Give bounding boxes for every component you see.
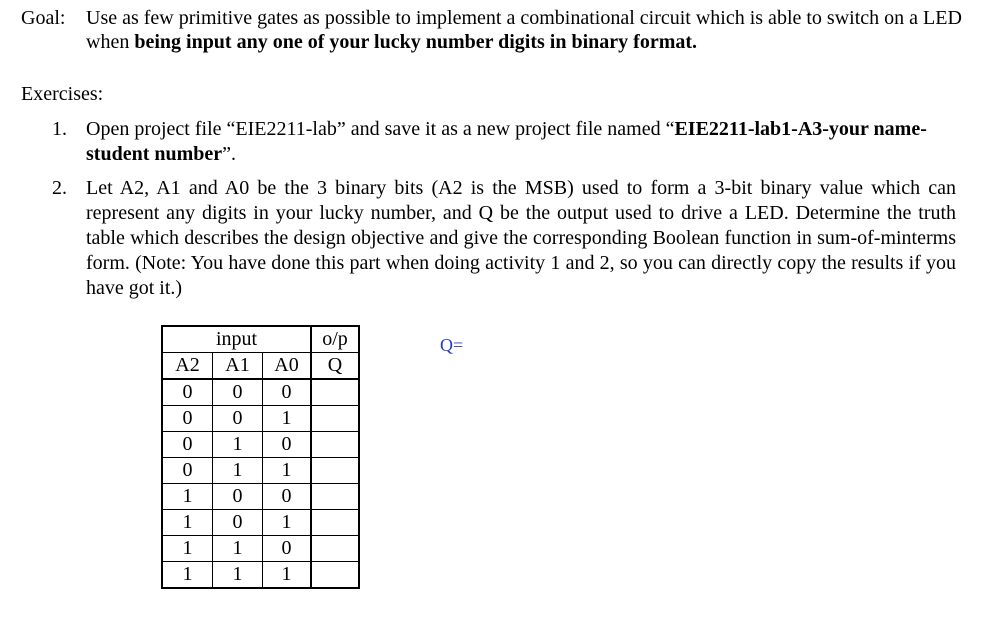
exercise-text-end: ”. — [222, 143, 237, 165]
input-cell: 0 — [263, 536, 312, 562]
input-cell: 0 — [162, 458, 213, 484]
table-group-header-input: input — [162, 326, 311, 353]
output-cell[interactable] — [311, 432, 359, 458]
goal-text — [86, 6, 966, 54]
exercise-number: 2. — [52, 177, 67, 199]
exercises-heading: Exercises: — [21, 83, 104, 105]
input-cell: 1 — [213, 432, 263, 458]
table-row — [162, 379, 359, 406]
input-cell: 1 — [213, 458, 263, 484]
table-row — [162, 562, 359, 589]
q-function-label: Q= — [440, 335, 464, 355]
input-cell: 0 — [162, 406, 213, 432]
column-header-a0: A0 — [263, 353, 312, 380]
input-cell: 1 — [213, 562, 263, 589]
output-cell[interactable] — [311, 536, 359, 562]
project-file-name: EIE2211-lab1-A3-your name-student number — [86, 118, 927, 165]
input-cell: 1 — [213, 536, 263, 562]
input-cell: 0 — [213, 484, 263, 510]
table-row — [162, 432, 359, 458]
input-cell: 1 — [162, 562, 213, 589]
output-cell[interactable] — [311, 484, 359, 510]
input-cell: 0 — [263, 432, 312, 458]
column-header-a2: A2 — [162, 353, 213, 380]
input-cell: 0 — [162, 379, 213, 406]
goal-text-plain: Use as few primitive gates as possible to implement a combinational circuit which is able to switch on a LED when — [86, 7, 962, 53]
input-cell: 1 — [162, 536, 213, 562]
table-row — [162, 536, 359, 562]
input-cell: 1 — [162, 484, 213, 510]
goal-text-bold: being input any one of your lucky number digits in binary format. — [134, 31, 698, 53]
input-cell: 0 — [162, 432, 213, 458]
table-row — [162, 510, 359, 536]
output-cell[interactable] — [311, 510, 359, 536]
column-header-a1: A1 — [213, 353, 263, 380]
exercise-item-1 — [52, 117, 956, 167]
exercise-item-2 — [52, 176, 956, 301]
goal-label: Goal: — [21, 7, 66, 29]
column-header-q: Q — [311, 353, 359, 380]
exercise-number: 1. — [52, 118, 67, 140]
exercise-text: Let A2, A1 and A0 be the 3 binary bits (A2 is the MSB) used to form a 3-bit binary value which can represent any digits in your lucky number, and Q be the output used to drive a LED. Determine the truth table which describes the design objective and give the corresponding Boolean function in sum-of-minterms form. (Note: You have done this part when doing activity 1 and 2, so you can directly copy the results if you have got it.) — [86, 177, 956, 299]
input-cell: 1 — [263, 406, 312, 432]
output-cell[interactable] — [311, 406, 359, 432]
input-cell: 1 — [263, 458, 312, 484]
input-cell: 0 — [263, 379, 312, 406]
exercise-text: Open project file “EIE2211-lab” and save it as a new project file named “ — [86, 118, 675, 140]
input-cell: 1 — [263, 510, 312, 536]
output-cell[interactable] — [311, 458, 359, 484]
input-cell: 0 — [213, 379, 263, 406]
output-cell[interactable] — [311, 379, 359, 406]
input-cell: 1 — [263, 562, 312, 589]
table-row — [162, 458, 359, 484]
input-cell: 0 — [213, 510, 263, 536]
input-cell: 0 — [263, 484, 312, 510]
table-row — [162, 484, 359, 510]
table-row — [162, 406, 359, 432]
table-group-header-output: o/p — [311, 326, 359, 353]
input-cell: 1 — [162, 510, 213, 536]
input-cell: 0 — [213, 406, 263, 432]
truth-table — [161, 325, 360, 589]
output-cell[interactable] — [311, 562, 359, 589]
